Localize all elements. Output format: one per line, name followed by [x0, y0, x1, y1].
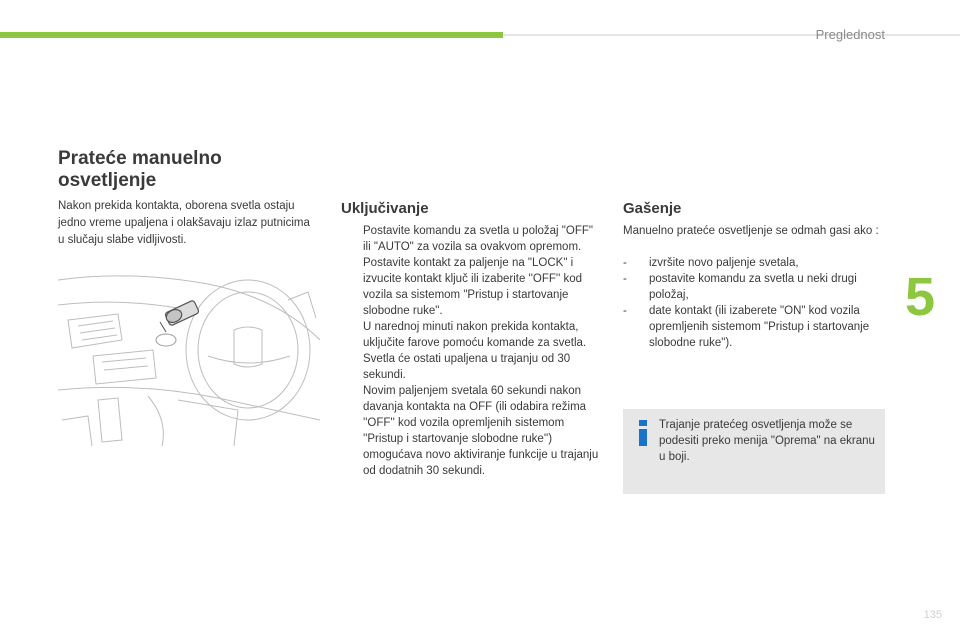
chapter-number: 5: [905, 267, 936, 327]
info-box: [623, 409, 885, 494]
info-icon: [633, 419, 653, 447]
article-intro: Nakon prekida kontakta, oborena svetla ostaju jedno vreme upaljena i olakšavaju izlaz putnicima u slučaju slabe vidljivosti.: [58, 200, 310, 246]
list-item-note: Svetla će ostati upaljena u trajanju od 30 sekundi.: [363, 353, 571, 381]
info-text: Trajanje pratećeg osvetljenja može se podesiti preko menija "Oprema" na ekranu u boji.: [659, 419, 875, 463]
page-number: 135: [923, 609, 942, 621]
switch-on-heading: Uključivanje: [341, 200, 429, 217]
list-item: - izvršite novo paljenje svetala,: [623, 257, 799, 269]
list-item: - postavite komandu za svetla u neki drugi položaj,: [623, 273, 857, 301]
switch-off-intro: Manuelno prateće osvetljenje se odmah gasi ako :: [623, 225, 879, 237]
list-item: U narednoj minuti nakon prekida kontakta, uključite farove pomoću komande za svetla. Svetla će ostati upaljena u trajanju od 30 sekundi.: [363, 321, 587, 381]
article-title: Prateće manuelno osvetljenje: [58, 148, 222, 191]
list-item: Novim paljenjem svetala 60 sekundi nakon davanja kontakta na OFF (ili odabira režima ''OFF'' kod vozila opremljenih sistemom ''Pristup i startovanje slobodne ruke'') omogućava novo aktiviranje funkcije u trajanju od dodatnih 30 sekundi.: [363, 385, 599, 477]
list-item: - date kontakt (ili izaberete "ON" kod vozila opremljenih sistemom "Pristup i startovanje slobodne ruke").: [623, 305, 870, 349]
list-item: Postavite kontakt za paljenje na "LOCK" i izvucite kontakt ključ ili izaberite ''OFF'' kod vozila sa sistemom "Pristup i startovanje slobodne ruke".: [363, 257, 583, 317]
header-accent-bar: [0, 32, 503, 38]
dashboard-illustration: [58, 270, 320, 446]
header-rule: [503, 34, 960, 36]
section-title: Preglednost: [815, 27, 885, 42]
list-item: Postavite komandu za svetla u položaj "OFF" ili "AUTO" za vozila sa ovakvom opremom.: [363, 225, 593, 253]
switch-off-heading: Gašenje: [623, 200, 682, 217]
switch-on-list: [341, 223, 603, 479]
switch-off-list: [623, 255, 888, 351]
